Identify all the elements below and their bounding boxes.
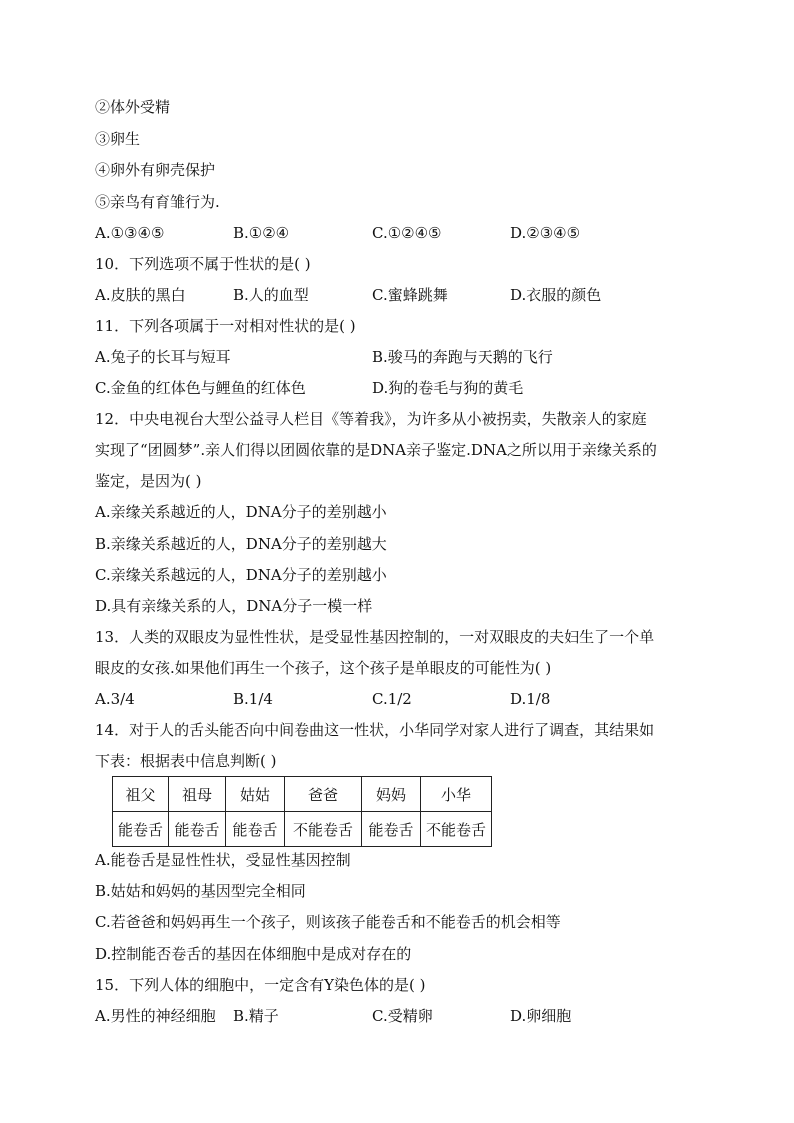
- q14-option-d: D.控制能否卷舌的基因在体细胞中是成对存在的: [95, 945, 412, 963]
- table-cell: 不能卷舌: [421, 812, 492, 847]
- q10-option-b: B.人的血型: [233, 286, 309, 304]
- table-header-cell: 妈妈: [362, 777, 421, 812]
- q15-stem: 15．下列人体的细胞中，一定含有Y染色体的是( ): [95, 976, 426, 994]
- table-header-row: [113, 777, 492, 812]
- q9-item-4: ④卵外有卵壳保护: [95, 161, 216, 179]
- table-header-cell: 小华: [421, 777, 492, 812]
- q12-option-a: A.亲缘关系越近的人，DNA分子的差别越小: [95, 503, 387, 521]
- q11-option-b: B.骏马的奔跑与天鹅的飞行: [372, 348, 553, 366]
- table-cell: 能卷舌: [113, 812, 169, 847]
- q9-option-c: C.①②④⑤: [372, 224, 442, 242]
- q10-option-a: A.皮肤的黑白: [95, 286, 186, 304]
- q12-option-b: B.亲缘关系越近的人，DNA分子的差别越大: [95, 535, 387, 553]
- q11-option-d: D.狗的卷毛与狗的黄毛: [372, 379, 524, 397]
- q12-stem-line-1: 12．中央电视台大型公益寻人栏目《等着我》，为许多从小被拐卖，失散亲人的家庭: [95, 410, 647, 428]
- table-row: [113, 812, 492, 847]
- tongue-rolling-table: [112, 776, 492, 847]
- q10-option-c: C.蜜蜂跳舞: [372, 286, 448, 304]
- q11-stem: 11．下列各项属于一对相对性状的是( ): [95, 317, 356, 335]
- q13-option-b: B.1/4: [233, 690, 273, 708]
- q9-item-5: ⑤亲鸟有育雏行为.: [95, 193, 220, 211]
- q9-item-3: ③卵生: [95, 130, 141, 148]
- q10-option-d: D.衣服的颜色: [510, 286, 602, 304]
- q9-option-a: A.①③④⑤: [95, 224, 165, 242]
- q9-option-d: D.②③④⑤: [510, 224, 581, 242]
- q13-option-c: C.1/2: [372, 690, 412, 708]
- q10-stem: 10．下列选项不属于性状的是( ): [95, 255, 311, 273]
- q15-option-a: A.男性的神经细胞: [95, 1007, 216, 1025]
- q14-stem-line-2: 下表：根据表中信息判断( ): [95, 752, 277, 770]
- table-header-cell: 姑姑: [226, 777, 285, 812]
- table-header-cell: 爸爸: [285, 777, 362, 812]
- q12-option-d: D.具有亲缘关系的人，DNA分子一模一样: [95, 597, 373, 615]
- q11-option-a: A.兔子的长耳与短耳: [95, 348, 231, 366]
- q15-option-d: D.卵细胞: [510, 1007, 572, 1025]
- q14-option-b: B.姑姑和妈妈的基因型完全相同: [95, 882, 306, 900]
- q14-stem-line-1: 14．对于人的舌头能否向中间卷曲这一性状，小华同学对家人进行了调查，其结果如: [95, 721, 655, 739]
- q15-option-c: C.受精卵: [372, 1007, 433, 1025]
- q14-option-a: A.能卷舌是显性性状，受显性基因控制: [95, 851, 351, 869]
- table-cell: 不能卷舌: [285, 812, 362, 847]
- q9-option-b: B.①②④: [233, 224, 290, 242]
- q11-option-c: C.金鱼的红体色与鲤鱼的红体色: [95, 379, 306, 397]
- q12-option-c: C.亲缘关系越远的人，DNA分子的差别越小: [95, 566, 387, 584]
- table-cell: 能卷舌: [362, 812, 421, 847]
- q13-stem-line-1: 13．人类的双眼皮为显性性状，是受显性基因控制的，一对双眼皮的夫妇生了一个单: [95, 628, 655, 646]
- q12-stem-line-2: 实现了“团圆梦”.亲人们得以团圆依靠的是DNA亲子鉴定.DNA之所以用于亲缘关系的: [95, 441, 657, 459]
- q13-option-a: A.3/4: [95, 690, 135, 708]
- q13-option-d: D.1/8: [510, 690, 551, 708]
- q13-stem-line-2: 眼皮的女孩.如果他们再生一个孩子，这个孩子是单眼皮的可能性为( ): [95, 659, 552, 677]
- q9-item-2: ②体外受精: [95, 98, 171, 116]
- q12-stem-line-3: 鉴定，是因为( ): [95, 472, 202, 490]
- table-cell: 能卷舌: [226, 812, 285, 847]
- q15-option-b: B.精子: [233, 1007, 279, 1025]
- table-header-cell: 祖父: [113, 777, 169, 812]
- q14-option-c: C.若爸爸和妈妈再生一个孩子，则该孩子能卷舌和不能卷舌的机会相等: [95, 913, 561, 931]
- table-cell: 能卷舌: [169, 812, 226, 847]
- table-header-cell: 祖母: [169, 777, 226, 812]
